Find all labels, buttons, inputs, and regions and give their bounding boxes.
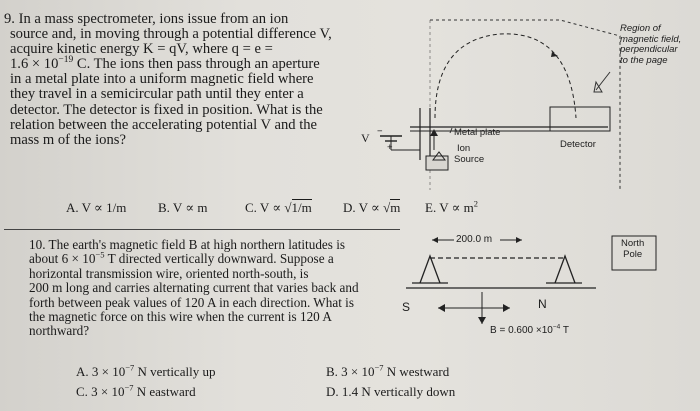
- region-label-line-1: Region of: [620, 23, 661, 34]
- ion-source-label: [454, 144, 484, 165]
- q9-answer-b[interactable]: B. V ∝ m: [158, 200, 208, 215]
- direction-arrow-head-icon: [503, 304, 510, 312]
- sqrt-icon: √: [383, 200, 391, 215]
- mass-spectrometer-diagram: [350, 0, 700, 411]
- span-arrow-right-icon: [516, 237, 522, 243]
- detector-label: Detector: [560, 139, 596, 150]
- direction-arrow-tail-icon: [438, 304, 445, 312]
- q9-answer-c[interactable]: [245, 200, 312, 216]
- q10-answer-b-suffix: N westward: [383, 364, 450, 379]
- q9-charge-exponent: −19: [58, 55, 74, 66]
- q9-charge-rest: C. The ions then pass through an aperture: [73, 56, 320, 73]
- q9-line-8: relation between the accelerating potential V and the: [10, 116, 318, 133]
- b-field-arrow-icon: [478, 317, 486, 324]
- voltage-label: V: [361, 131, 370, 145]
- q10-answer-b-prefix: B. 3 × 10: [326, 364, 375, 379]
- battery-plus-label: +: [387, 142, 393, 153]
- q10-answer-c-prefix: C. 3 × 10: [76, 384, 125, 399]
- q9-line-9: mass m of the ions?: [10, 131, 126, 148]
- ion-upward-arrow-icon: [430, 129, 438, 136]
- q10-line-7: northward?: [29, 323, 90, 339]
- north-pole-label-line-2: Pole: [623, 248, 643, 260]
- q9-answer-e-prefix: E. V ∝ m: [425, 200, 474, 215]
- q9-answer-d-radicand: m: [390, 200, 401, 215]
- north-label: N: [538, 297, 547, 311]
- b-field-unit: T: [560, 325, 569, 336]
- q9-line-2: source and, in moving through a potential difference V,: [10, 26, 332, 43]
- q10-answer-a[interactable]: [76, 364, 215, 380]
- q9-line-4: [4, 57, 356, 72]
- span-label: 200.0 m: [456, 234, 493, 245]
- q10-line-4: 200 m long and carries alternating current that varies back and: [29, 280, 359, 296]
- q10-line-3: horizontal transmission wire, oriented north-south, is: [29, 265, 309, 281]
- q10-answer-d[interactable]: D. 1.4 N vertically down: [326, 384, 456, 399]
- section-divider: [4, 229, 400, 230]
- q9-answer-e-exponent: 2: [473, 198, 478, 209]
- battery-minus-label: −: [377, 126, 383, 137]
- b-field-label: [490, 323, 569, 337]
- metal-plate-label: Metal plate: [454, 127, 501, 138]
- q9-line-7: detector. The detector is fixed in position. What is the: [10, 101, 323, 118]
- q10-answer-c-exponent: −7: [124, 382, 134, 393]
- q9-line-3: acquire kinetic energy K = qV, where q = e =: [10, 41, 273, 58]
- q10-answer-b-exponent: −7: [374, 362, 384, 373]
- region-label-line-4: to the page: [620, 54, 668, 66]
- ion-source-box: [426, 156, 448, 170]
- q10-b-base: about 6 × 10: [29, 251, 96, 267]
- q9-line-5: in a metal plate into a uniform magnetic field where: [10, 71, 314, 88]
- q10-answer-a-prefix: A. 3 × 10: [76, 364, 126, 379]
- north-pole-label: [621, 239, 644, 260]
- q10-line-1: 10. The earth's magnetic field B at high northern latitudes is: [29, 237, 345, 252]
- question-10: [29, 238, 399, 339]
- b-field-exponent: −4: [552, 323, 561, 331]
- b-field-value: B = 0.600 ×10: [490, 325, 553, 336]
- q10-b-exponent: −5: [95, 250, 105, 261]
- q10-answer-a-suffix: N vertically up: [134, 364, 216, 379]
- north-tower: [555, 256, 575, 283]
- q9-answer-d-prefix: D. V ∝: [343, 200, 384, 215]
- q9-answer-c-prefix: C. V ∝: [245, 200, 285, 215]
- region-label-line-2: magnetic field,: [620, 33, 682, 45]
- south-label: S: [402, 300, 411, 314]
- q9-answer-c-radicand: 1/m: [291, 200, 312, 215]
- span-arrow-left-icon: [432, 237, 438, 243]
- q9-line-6: they travel in a semicircular path until they enter a: [10, 86, 304, 103]
- south-tower: [420, 256, 440, 283]
- q10-answer-a-exponent: −7: [125, 362, 135, 373]
- q10-line-2: [29, 252, 399, 266]
- q10-line-5: forth between peak values of 120 A in each direction. What is: [29, 294, 354, 310]
- question-9: [4, 12, 356, 148]
- q10-answer-c-suffix: N eastward: [133, 384, 196, 399]
- ion-source-label-line-2: Source: [454, 153, 485, 165]
- region-label-line-3: perpendicular: [620, 44, 678, 55]
- region-pointer: [596, 72, 610, 90]
- sqrt-icon: √: [284, 200, 292, 215]
- q10-line-6: the magnetic force on this wire when the current is 120 A: [29, 309, 332, 325]
- q9-answer-a[interactable]: A. V ∝ 1/m: [66, 200, 127, 215]
- q10-answer-c[interactable]: [76, 384, 196, 400]
- q10-b-rest: T directed vertically downward. Suppose a: [104, 251, 334, 267]
- ion-semicircle-path: [435, 34, 576, 118]
- q9-charge-base: 1.6 × 10: [10, 56, 59, 73]
- ion-source-label-line-1: Ion: [457, 143, 471, 154]
- q9-line-1: 9. In a mass spectrometer, ions issue from an ion: [4, 11, 289, 27]
- region-label: [620, 24, 681, 66]
- north-pole-label-line-1: North: [621, 238, 645, 249]
